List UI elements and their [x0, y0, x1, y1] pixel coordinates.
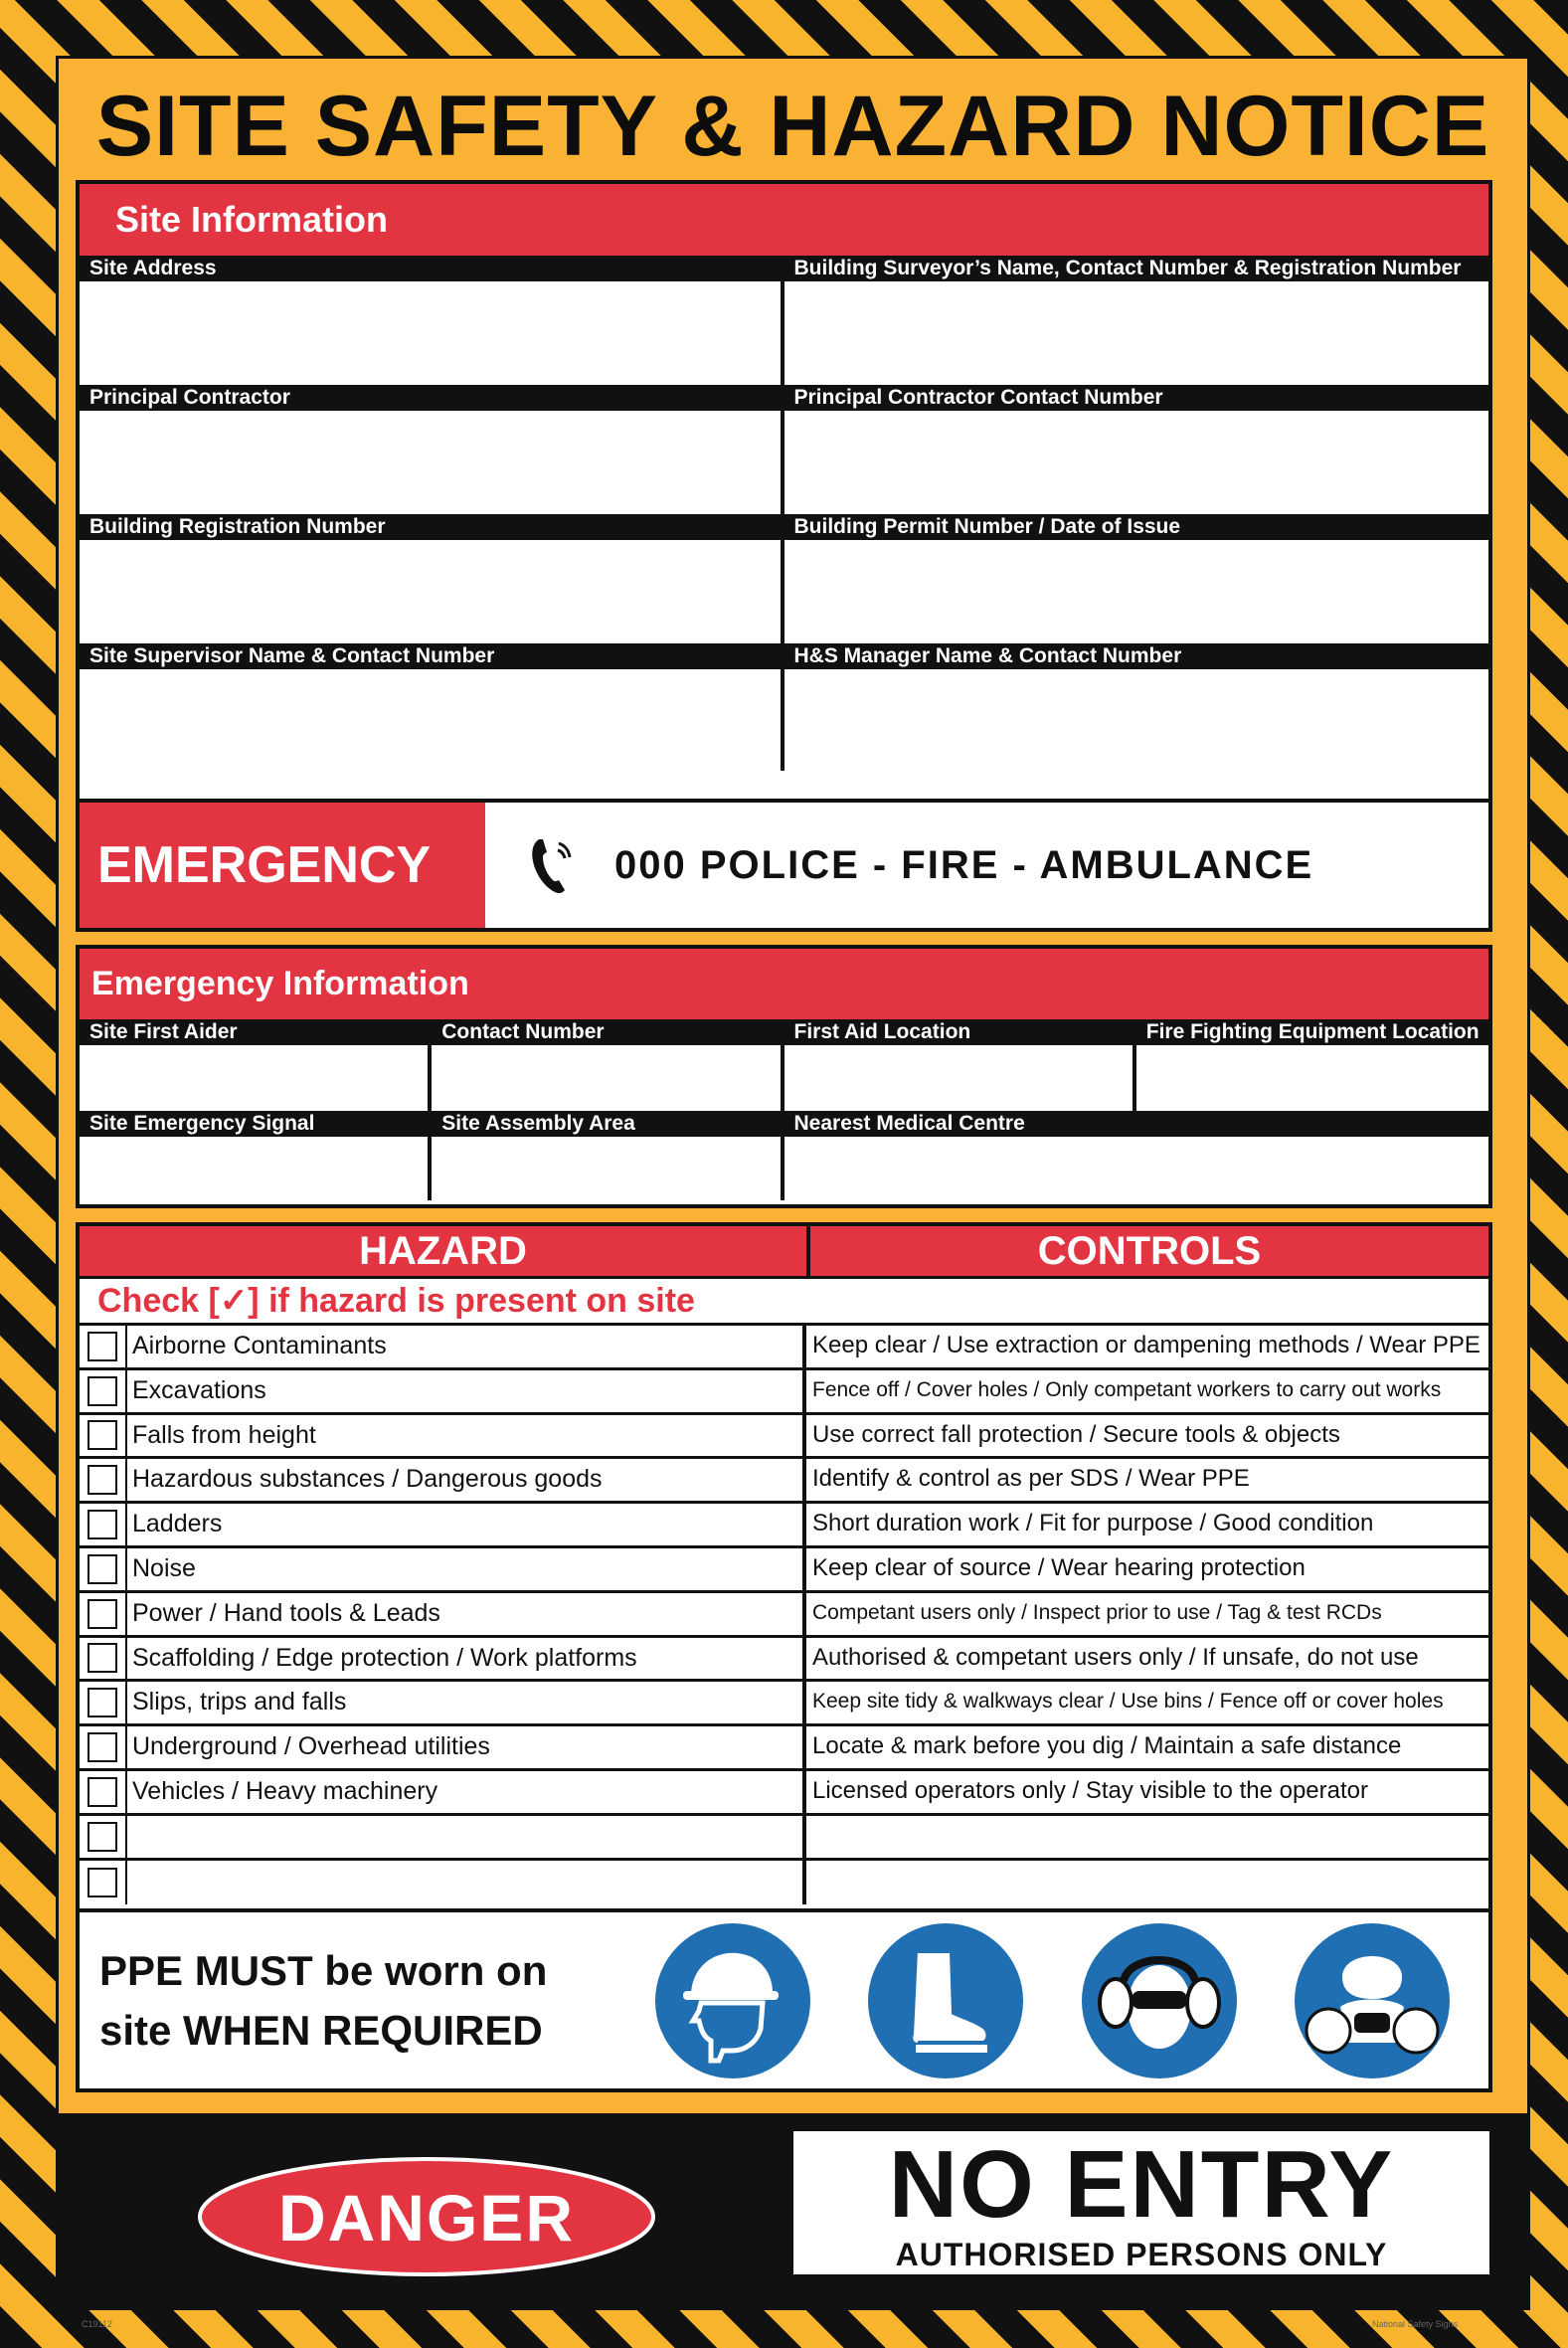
emergency-number: 000 POLICE - FIRE - AMBULANCE: [614, 842, 1314, 887]
principal-contractor-field: Principal Contractor: [80, 385, 784, 514]
safety-boots-icon: [866, 1921, 1025, 2080]
hazard-checkbox[interactable]: [87, 1643, 117, 1673]
ppe-line-1: PPE MUST be worn on: [99, 1946, 548, 1994]
building-registration-input[interactable]: [80, 540, 784, 643]
hazard-checkbox[interactable]: [87, 1599, 117, 1629]
site-information-panel: [76, 180, 1492, 842]
site-address-input[interactable]: [80, 281, 784, 385]
table-row: Scaffolding / Edge protection / Work platforms Authorised & competant users only / If unsafe, do not use: [80, 1638, 1488, 1683]
respirator-icon: [1293, 1921, 1452, 2080]
sign-board: [56, 56, 1530, 2310]
custom-control-input[interactable]: [806, 1861, 1488, 1905]
hazard-checkbox[interactable]: [87, 1732, 117, 1762]
table-row: Underground / Overhead utilities Locate & mark before you dig / Maintain a safe distance: [80, 1726, 1488, 1771]
custom-hazard-input[interactable]: [127, 1861, 806, 1905]
hazard-checkbox[interactable]: [87, 1376, 117, 1406]
site-information-heading: Site Information: [80, 184, 1488, 256]
building-surveyor-field: Building Surveyor’s Name, Contact Number & Registration Number: [784, 256, 1489, 385]
building-permit-input[interactable]: [784, 540, 1489, 643]
hazard-checkbox[interactable]: [87, 1868, 117, 1897]
custom-hazard-input[interactable]: [127, 1816, 806, 1858]
first-aid-location-input[interactable]: [784, 1045, 1136, 1111]
emergency-label: EMERGENCY: [80, 803, 485, 928]
emergency-signal-input[interactable]: [80, 1137, 432, 1200]
contact-number-field: Contact Number: [432, 1019, 784, 1111]
danger-label: DANGER: [277, 2181, 576, 2255]
assembly-area-input[interactable]: [432, 1137, 784, 1200]
hazard-checkbox[interactable]: [87, 1822, 117, 1852]
table-row: Ladders Short duration work / Fit for purpose / Good condition: [80, 1504, 1488, 1548]
table-row: Falls from height Use correct fall protection / Secure tools & objects: [80, 1415, 1488, 1460]
hazard-controls-table: [76, 1222, 1492, 1954]
medical-centre-field: Nearest Medical Centre: [784, 1111, 1489, 1200]
hs-manager-input[interactable]: [784, 669, 1489, 771]
product-code: C19112: [82, 2319, 112, 2329]
hazard-checkbox[interactable]: [87, 1554, 117, 1584]
fire-equipment-location-field: Fire Fighting Equipment Location: [1136, 1019, 1488, 1111]
ppe-panel: [76, 1908, 1492, 2092]
bottom-band: [59, 2113, 1527, 2307]
medical-centre-input[interactable]: [784, 1137, 1489, 1200]
site-supervisor-field: Site Supervisor Name & Contact Number: [80, 643, 784, 771]
table-row: [80, 1816, 1488, 1861]
table-row: Airborne Contaminants Keep clear / Use extraction or dampening methods / Wear PPE: [80, 1326, 1488, 1370]
principal-contractor-contact-field: Principal Contractor Contact Number: [784, 385, 1489, 514]
danger-logo: [198, 2157, 655, 2276]
site-supervisor-input[interactable]: [80, 669, 784, 771]
emergency-information-fields: [80, 1019, 1488, 1200]
hard-hat-icon: [653, 1921, 812, 2080]
site-information-fields: [80, 256, 1488, 771]
hs-manager-field: H&S Manager Name & Contact Number: [784, 643, 1489, 771]
hazard-rows: [80, 1326, 1488, 1904]
custom-control-input[interactable]: [806, 1816, 1488, 1858]
table-row: Hazardous substances / Dangerous goods Identify & control as per SDS / Wear PPE: [80, 1459, 1488, 1504]
table-row: Excavations Fence off / Cover holes / Only competant workers to carry out works: [80, 1370, 1488, 1415]
building-registration-field: Building Registration Number: [80, 514, 784, 643]
controls-header: CONTROLS: [810, 1226, 1488, 1276]
first-aider-field: Site First Aider: [80, 1019, 432, 1111]
emergency-information-panel: [76, 945, 1492, 1208]
check-instruction: Check [✓] if hazard is present on site: [80, 1276, 1488, 1326]
contact-number-input[interactable]: [432, 1045, 784, 1111]
brand-text: National Safety Signs: [1372, 2319, 1459, 2329]
fire-equipment-location-input[interactable]: [1136, 1045, 1488, 1111]
table-row: Power / Hand tools & Leads Competant users only / Inspect prior to use / Tag & test RCDs: [80, 1593, 1488, 1638]
hazard-header: HAZARD: [80, 1226, 810, 1276]
hazard-checkbox[interactable]: [87, 1688, 117, 1717]
assembly-area-field: Site Assembly Area: [432, 1111, 784, 1200]
first-aider-input[interactable]: [80, 1045, 432, 1111]
table-row: Slips, trips and falls Keep site tidy & walkways clear / Use bins / Fence off or cover holes: [80, 1682, 1488, 1726]
no-entry-sign: [789, 2127, 1493, 2278]
no-entry-title: NO ENTRY: [888, 2131, 1395, 2238]
hazard-checkbox[interactable]: [87, 1332, 117, 1361]
first-aid-location-field: First Aid Location: [784, 1019, 1136, 1111]
table-row: [80, 1861, 1488, 1905]
eye-ear-protection-icon: [1080, 1921, 1239, 2080]
emergency-banner: [76, 799, 1492, 932]
hazard-checkbox[interactable]: [87, 1420, 117, 1450]
site-address-field: Site Address: [80, 256, 784, 385]
principal-contractor-contact-input[interactable]: [784, 411, 1489, 514]
emergency-information-heading: Emergency Information: [80, 949, 1488, 1019]
phone-icon: [529, 835, 575, 895]
hazard-checkbox[interactable]: [87, 1777, 117, 1807]
hazard-checkbox[interactable]: [87, 1465, 117, 1495]
table-row: Vehicles / Heavy machinery Licensed operators only / Stay visible to the operator: [80, 1771, 1488, 1816]
emergency-signal-field: Site Emergency Signal: [80, 1111, 432, 1200]
building-permit-field: Building Permit Number / Date of Issue: [784, 514, 1489, 643]
table-header: [80, 1226, 1488, 1276]
principal-contractor-input[interactable]: [80, 411, 784, 514]
table-row: Noise Keep clear of source / Wear hearing protection: [80, 1548, 1488, 1593]
hazard-checkbox[interactable]: [87, 1510, 117, 1539]
page-title: SITE SAFETY & HAZARD NOTICE: [95, 79, 1490, 174]
ppe-line-2: site WHEN REQUIRED: [99, 2006, 543, 2054]
no-entry-subtitle: AUTHORISED PERSONS ONLY: [895, 2237, 1388, 2272]
building-surveyor-input[interactable]: [784, 281, 1489, 385]
